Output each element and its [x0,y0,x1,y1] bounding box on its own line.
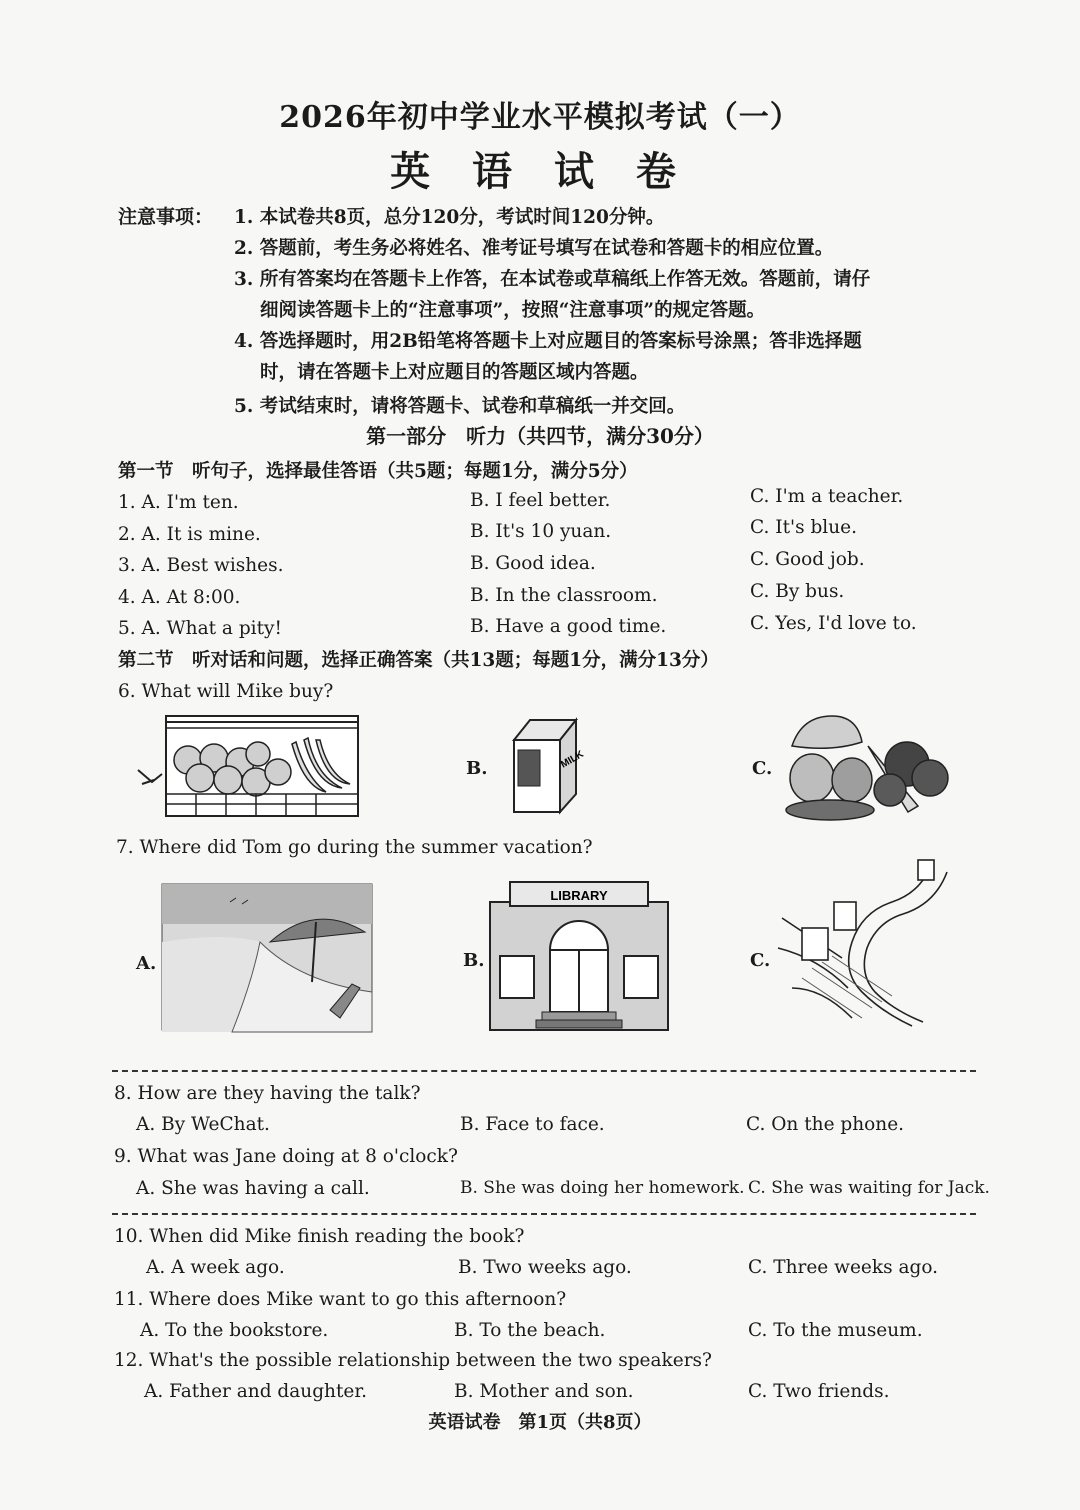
notice-item: 细阅读答题卡上的“注意事项”，按照“注意事项”的规定答题。 [260,300,766,321]
section1-title: 第一节 听句子，选择最佳答语（共5题；每题1分，满分5分） [118,461,638,482]
q9-option-c: C. She was waiting for Jack. [748,1178,990,1198]
great-wall-image [772,858,952,1030]
q1-option-c: C. I'm a teacher. [750,486,904,507]
q11-option-b: B. To the beach. [454,1320,606,1341]
milk-carton-image [506,716,586,816]
q10-option-a: A. A week ago. [146,1257,285,1278]
q6-label-c: C. [752,758,773,779]
divider [112,1070,976,1072]
beach-image [160,882,374,1032]
q1-option-a: 1. A. I'm ten. [118,492,239,513]
library-image [486,880,672,1032]
library-sign: LIBRARY [550,888,608,903]
q8-text: 8. How are they having the talk? [114,1083,421,1104]
part-title: 第一部分 听力（共四节，满分30分） [366,424,714,448]
q4-option-a: 4. A. At 8:00. [118,587,241,608]
notice-item: 时，请在答题卡上对应题目的答题区域内答题。 [260,362,649,383]
q1-option-b: B. I feel better. [470,490,611,511]
q5-option-a: 5. A. What a pity! [118,618,282,639]
notice-label: 注意事项： [118,206,214,228]
q5-option-c: C. Yes, I'd love to. [750,613,917,634]
notice-item: 1. 本试卷共8页，总分120分，考试时间120分钟。 [234,207,665,228]
q7-label-b: B. [463,950,485,971]
q2-option-c: C. It's blue. [750,517,857,538]
notice-item: 4. 答选择题时，用2B铅笔将答题卡上对应题目的答案标号涂黑；答非选择题 [234,331,862,352]
q10-option-b: B. Two weeks ago. [458,1257,632,1278]
q2-option-a: 2. A. It is mine. [118,524,261,545]
q3-option-c: C. Good job. [750,549,865,570]
notice-item: 5. 考试结束时，请将答题卡、试卷和草稿纸一并交回。 [234,396,686,417]
q10-text: 10. When did Mike finish reading the book? [114,1226,525,1247]
exam-subtitle: 英 语 试 卷 [390,148,690,195]
q8-option-c: C. On the phone. [746,1114,905,1135]
q12-option-b: B. Mother and son. [454,1381,634,1402]
q11-option-c: C. To the museum. [748,1320,923,1341]
q6-label-b: B. [466,758,488,779]
q4-option-c: C. By bus. [750,581,845,602]
q12-option-a: A. Father and daughter. [144,1381,368,1402]
vegetables-image [772,706,952,826]
q4-option-b: B. In the classroom. [470,585,658,606]
q12-option-c: C. Two friends. [748,1381,890,1402]
q9-text: 9. What was Jane doing at 8 o'clock? [114,1146,458,1167]
q9-option-a: A. She was having a call. [136,1178,370,1199]
q5-option-b: B. Have a good time. [470,616,667,637]
exam-title: 2026年初中学业水平模拟考试（一） [279,100,801,135]
section2-title: 第二节 听对话和问题，选择正确答案（共13题；每题1分，满分13分） [118,650,719,671]
q7-label-c: C. [750,950,771,971]
q3-option-b: B. Good idea. [470,553,596,574]
milk-label: MILK [559,748,586,771]
divider [112,1213,976,1215]
q7-label-a: A. [136,953,157,974]
q11-option-a: A. To the bookstore. [140,1320,329,1341]
q3-option-a: 3. A. Best wishes. [118,555,284,576]
q7-text: 7. Where did Tom go during the summer vacation? [116,837,593,858]
notice-item: 3. 所有答案均在答题卡上作答，在本试卷或草稿纸上作答无效。答题前，请仔 [234,269,871,290]
q10-option-c: C. Three weeks ago. [748,1257,939,1278]
notice-item: 2. 答题前，考生务必将姓名、准考证号填写在试卷和答题卡的相应位置。 [234,238,834,259]
q8-option-b: B. Face to face. [460,1114,605,1135]
q9-option-b: B. She was doing her homework. [460,1178,745,1198]
fruit-stand-image [136,712,362,820]
q11-text: 11. Where does Mike want to go this afternoon? [114,1289,567,1310]
q12-text: 12. What's the possible relationship between the two speakers? [114,1350,712,1371]
q2-option-b: B. It's 10 yuan. [470,521,612,542]
q8-option-a: A. By WeChat. [136,1114,270,1135]
page-footer: 英语试卷 第1页（共8页） [428,1412,652,1433]
q6-text: 6. What will Mike buy? [118,681,334,702]
